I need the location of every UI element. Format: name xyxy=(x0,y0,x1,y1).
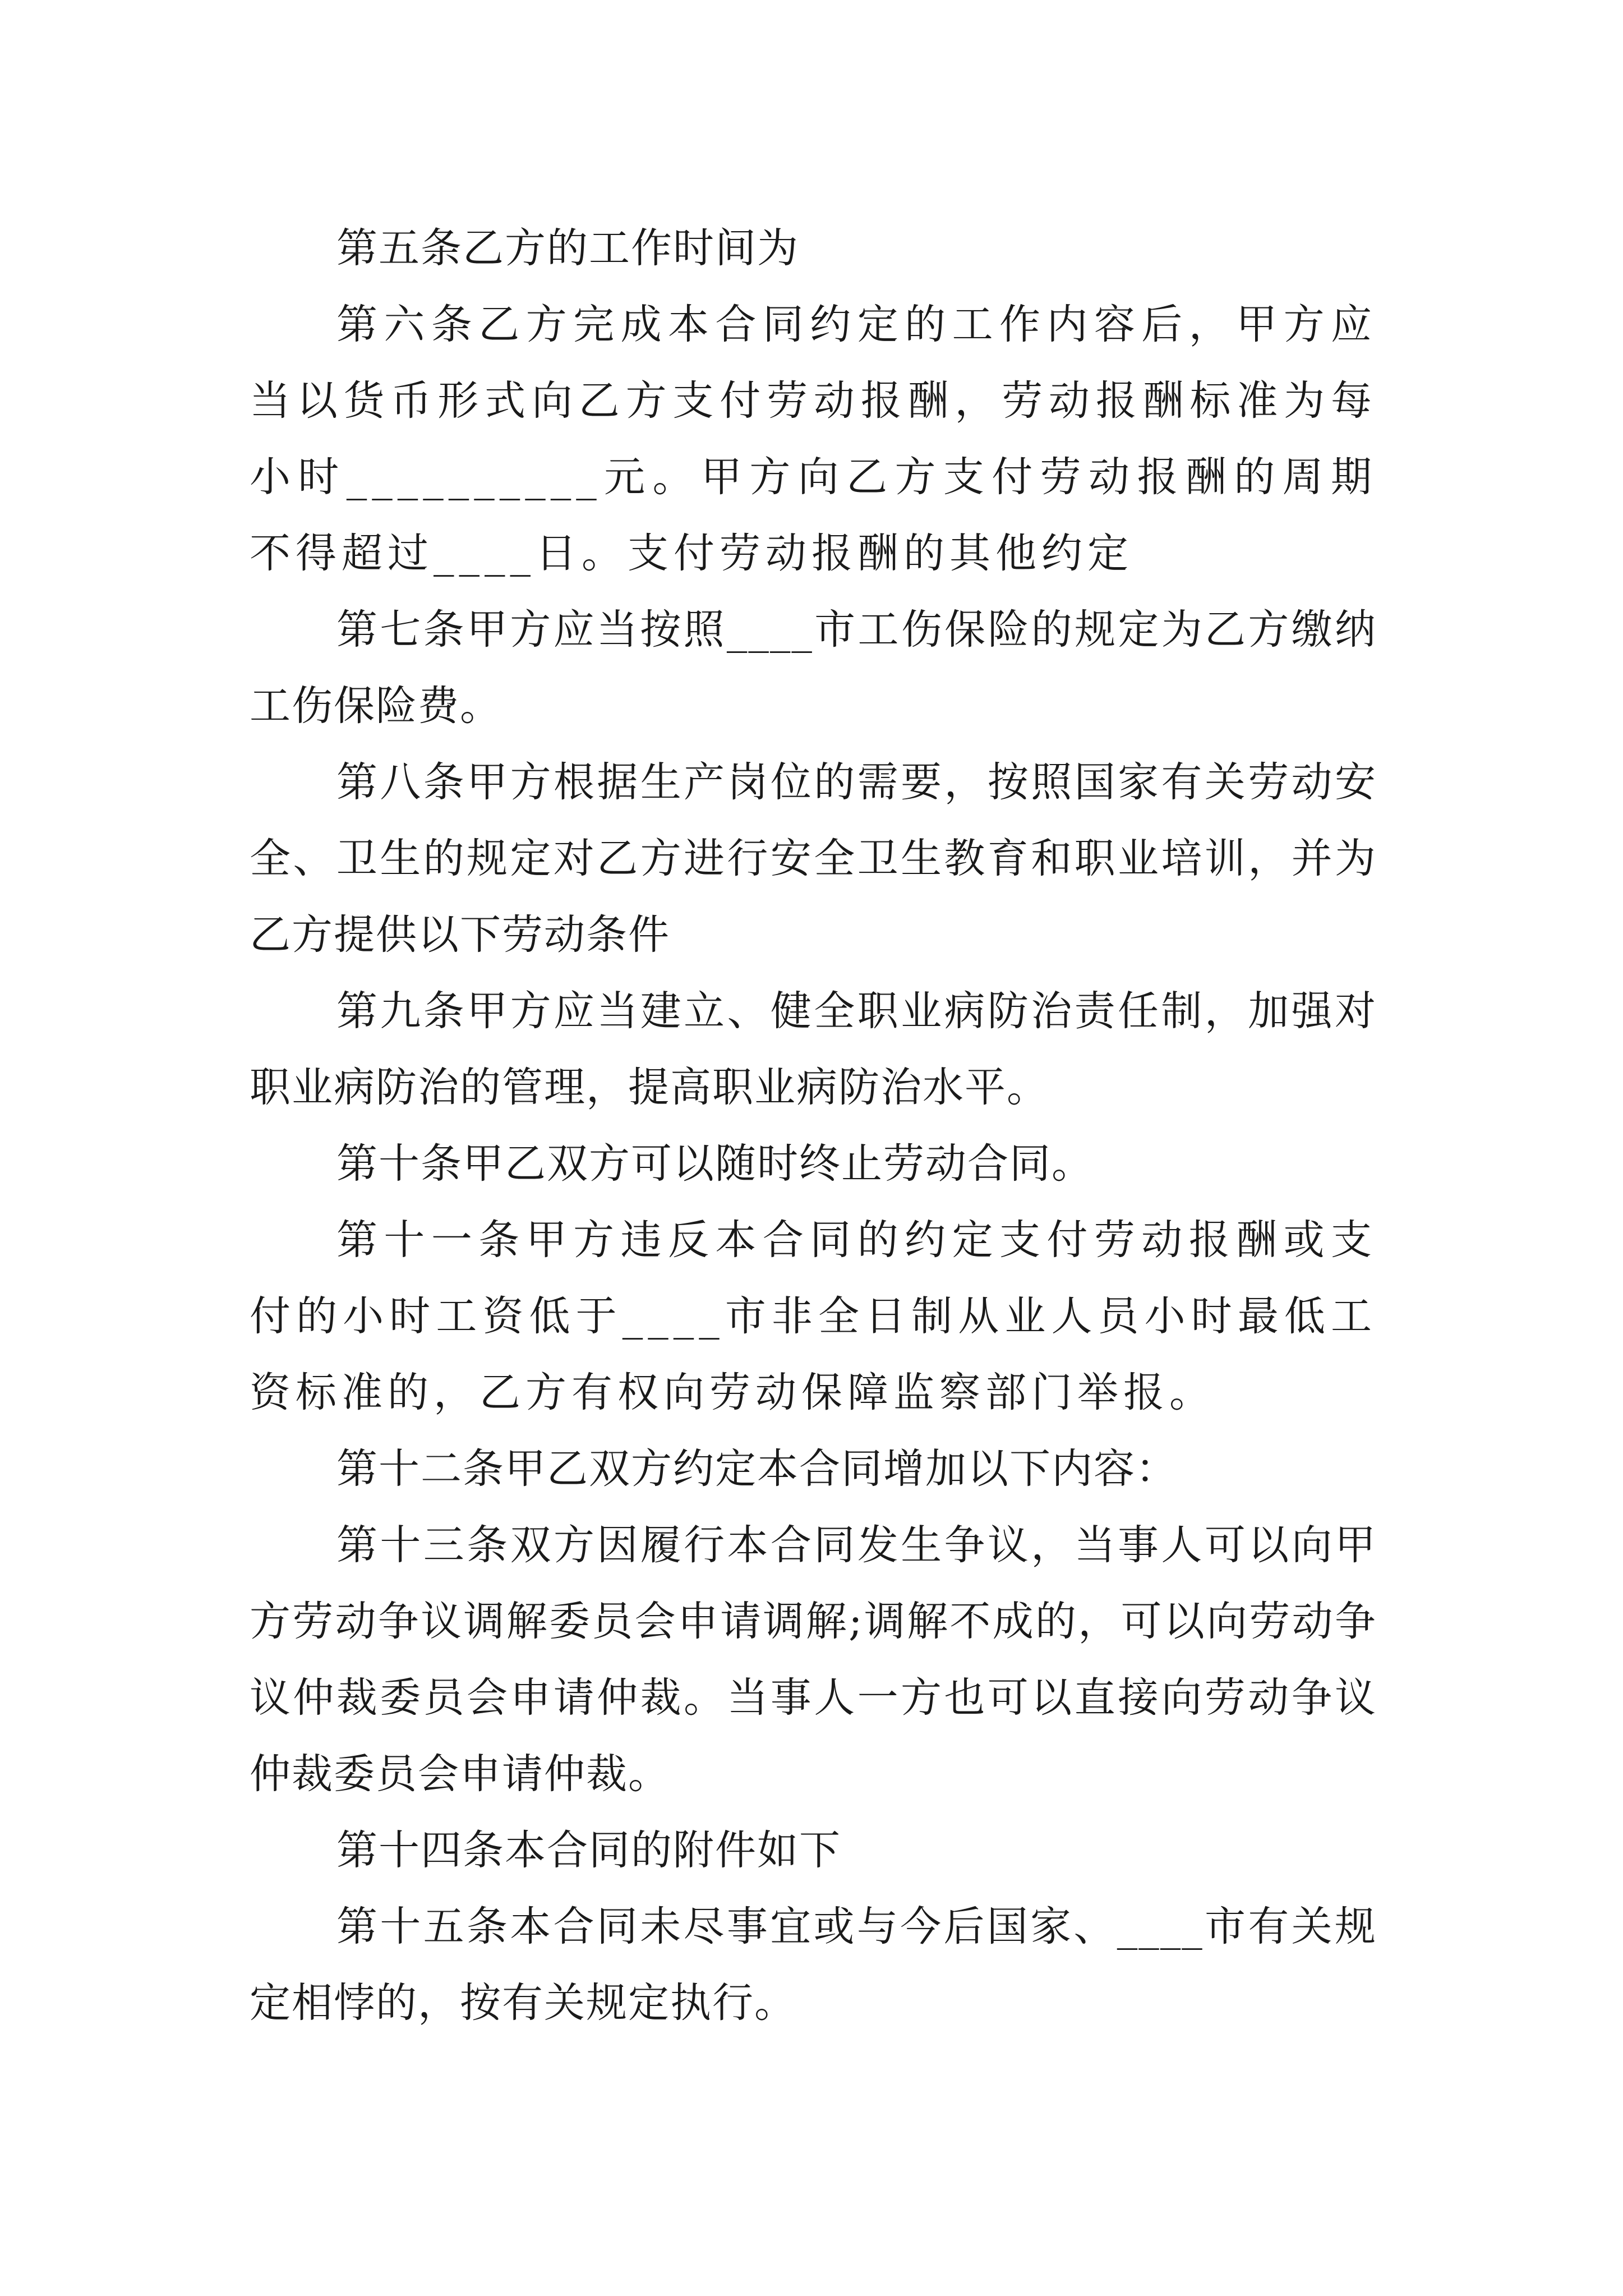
article-7: 第七条甲方应当按照____市工伤保险的规定为乙方缴纳工伤保险费。 xyxy=(250,606,1377,730)
article-9: 第九条甲方应当建立、健全职业病防治责任制，加强对职业病防治的管理，提高职业病防治水平。 xyxy=(250,987,1377,1111)
article-8: 第八条甲方根据生产岗位的需要，按照国家有关劳动安全、卫生的规定对乙方进行安全卫生教育和职业培训，并为乙方提供以下劳动条件 xyxy=(250,758,1377,959)
article-10: 第十条甲乙双方可以随时终止劳动合同。 xyxy=(336,1140,1094,1188)
article-11: 第十一条甲方违反本合同的约定支付劳动报酬或支付的小时工资低于____市非全日制从业人员小时最低工资标准的，乙方有权向劳动保障监察部门举报。 xyxy=(250,1216,1377,1416)
article-15: 第十五条本合同未尽事宜或与今后国家、____市有关规定相悖的，按有关规定执行。 xyxy=(250,1903,1377,2027)
article-13: 第十三条双方因履行本合同发生争议，当事人可以向甲方劳动争议调解委员会申请调解;调解不成的，可以向劳动争议仲裁委员会申请仲裁。当事人一方也可以直接向劳动争议仲裁委员会申请仲裁。 xyxy=(250,1521,1377,1798)
article-6: 第六条乙方完成本合同约定的工作内容后，甲方应当以货币形式向乙方支付劳动报酬，劳动报酬标准为每小时__________元。甲方向乙方支付劳动报酬的周期不得超过____日。支付劳动报酬的其他约定 xyxy=(250,301,1377,577)
article-14: 第十四条本合同的附件如下 xyxy=(336,1826,841,1874)
article-12: 第十二条甲乙双方约定本合同增加以下内容： xyxy=(336,1445,1178,1493)
document-body xyxy=(250,210,1377,2041)
article-5: 第五条乙方的工作时间为 xyxy=(336,224,799,272)
